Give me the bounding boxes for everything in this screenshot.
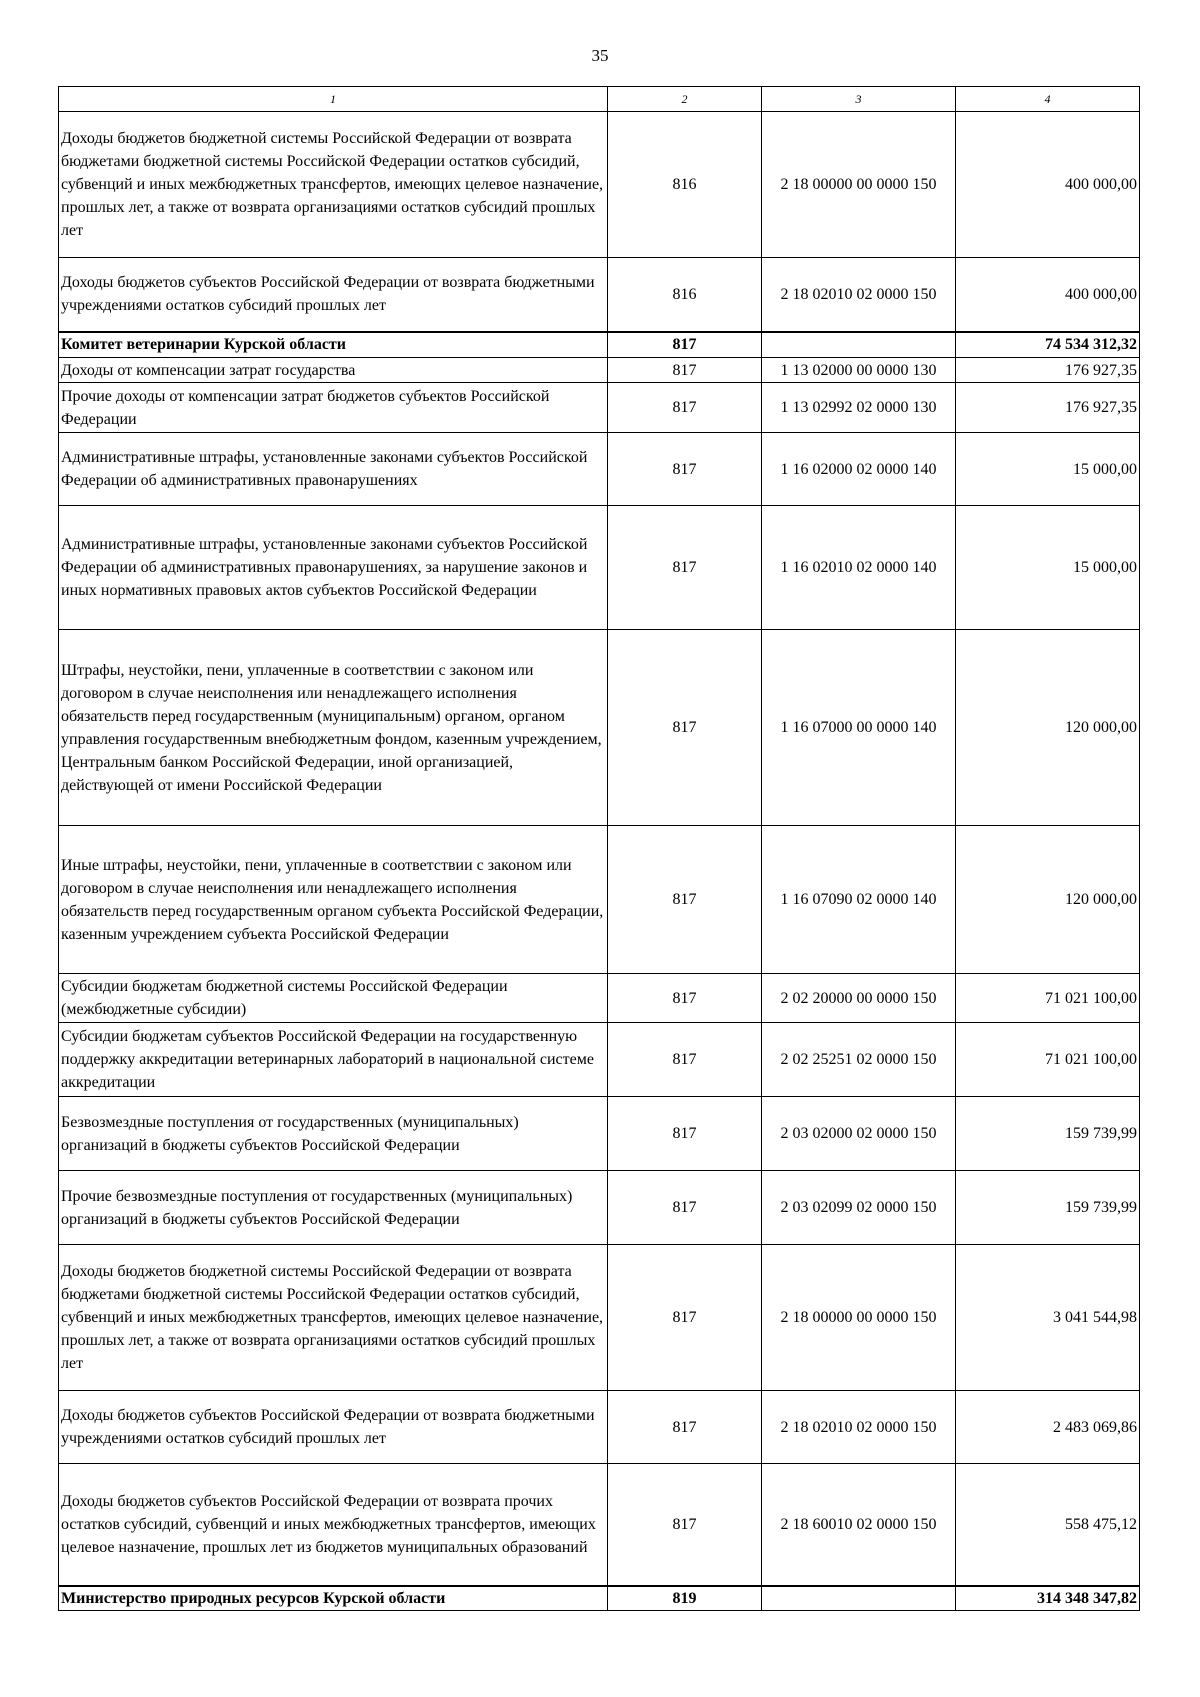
table-row [59, 258, 1140, 332]
table-row [59, 826, 1140, 974]
row-amount: 74 534 312,32 [956, 332, 1140, 358]
row-kbk-code: 2 18 02010 02 0000 150 [762, 258, 956, 332]
row-amount: 400 000,00 [956, 112, 1140, 258]
row-amount: 15 000,00 [956, 433, 1140, 506]
column-number: 1 [59, 87, 608, 112]
row-admin-code: 817 [608, 383, 762, 433]
row-description: Субсидии бюджетам бюджетной системы Российской Федерации (межбюджетные субсидии) [59, 974, 608, 1023]
row-admin-code: 817 [608, 630, 762, 826]
row-kbk-code: 1 16 02000 02 0000 140 [762, 433, 956, 506]
row-description: Комитет ветеринарии Курской области [59, 332, 608, 358]
row-amount: 314 348 347,82 [956, 1586, 1140, 1611]
row-kbk-code: 2 18 60010 02 0000 150 [762, 1464, 956, 1586]
column-number: 4 [956, 87, 1140, 112]
row-admin-code: 817 [608, 506, 762, 630]
table-row [59, 383, 1140, 433]
row-admin-code: 817 [608, 1245, 762, 1391]
table-row [59, 630, 1140, 826]
row-description: Безвозмездные поступления от государственных (муниципальных) организаций в бюджеты субъектов Российской Федерации [59, 1097, 608, 1171]
row-description: Субсидии бюджетам субъектов Российской Федерации на государственную поддержку аккредитации ветеринарных лабораторий в национальной системе аккредитации [59, 1023, 608, 1097]
table-row [59, 1464, 1140, 1586]
row-amount: 120 000,00 [956, 630, 1140, 826]
row-description: Доходы бюджетов субъектов Российской Федерации от возврата бюджетными учреждениями остатков субсидий прошлых лет [59, 1391, 608, 1464]
row-amount: 71 021 100,00 [956, 974, 1140, 1023]
row-kbk-code: 1 13 02992 02 0000 130 [762, 383, 956, 433]
table-row-department [59, 332, 1140, 358]
table-row [59, 974, 1140, 1023]
row-admin-code: 817 [608, 1464, 762, 1586]
row-amount: 120 000,00 [956, 826, 1140, 974]
row-amount: 400 000,00 [956, 258, 1140, 332]
row-amount: 176 927,35 [956, 358, 1140, 383]
row-kbk-code: 2 03 02000 02 0000 150 [762, 1097, 956, 1171]
row-admin-code: 816 [608, 112, 762, 258]
row-admin-code: 817 [608, 1171, 762, 1245]
column-number: 2 [608, 87, 762, 112]
row-description: Прочие доходы от компенсации затрат бюджетов субъектов Российской Федерации [59, 383, 608, 433]
row-kbk-code: 2 18 00000 00 0000 150 [762, 112, 956, 258]
row-kbk-code: 2 18 00000 00 0000 150 [762, 1245, 956, 1391]
row-amount: 558 475,12 [956, 1464, 1140, 1586]
page-number: 35 [591, 46, 609, 65]
row-admin-code: 817 [608, 433, 762, 506]
row-kbk-code: 2 02 20000 00 0000 150 [762, 974, 956, 1023]
column-number: 3 [762, 87, 956, 112]
table-row [59, 1245, 1140, 1391]
row-amount: 3 041 544,98 [956, 1245, 1140, 1391]
table-row [59, 1171, 1140, 1245]
row-admin-code: 817 [608, 358, 762, 383]
table-row [59, 112, 1140, 258]
row-admin-code: 817 [608, 1023, 762, 1097]
row-admin-code: 817 [608, 332, 762, 358]
row-admin-code: 817 [608, 974, 762, 1023]
row-admin-code: 816 [608, 258, 762, 332]
row-amount: 176 927,35 [956, 383, 1140, 433]
row-kbk-code: 1 13 02000 00 0000 130 [762, 358, 956, 383]
row-description: Доходы от компенсации затрат государства [59, 358, 608, 383]
row-amount: 159 739,99 [956, 1097, 1140, 1171]
table-row [59, 433, 1140, 506]
table-row [59, 1391, 1140, 1464]
row-admin-code: 819 [608, 1586, 762, 1611]
row-description: Иные штрафы, неустойки, пени, уплаченные в соответствии с законом или договором в случае неисполнения или ненадлежащего исполнения обязательств перед государственным органом субъекта Российской Федерации, казенным учреждением субъекта Российской Федерации [59, 826, 608, 974]
row-admin-code: 817 [608, 826, 762, 974]
row-description: Министерство природных ресурсов Курской области [59, 1586, 608, 1611]
row-description: Штрафы, неустойки, пени, уплаченные в соответствии с законом или договором в случае неисполнения или ненадлежащего исполнения обязательств перед государственным (муниципальным) органом, органом управления государственным внебюджетным фондом, казенным учреждением, Центральным банком Российской Федерации, иной организацией, действующей от имени Российской Федерации [59, 630, 608, 826]
row-description: Доходы бюджетов субъектов Российской Федерации от возврата бюджетными учреждениями остатков субсидий прошлых лет [59, 258, 608, 332]
row-admin-code: 817 [608, 1097, 762, 1171]
row-kbk-code: 2 02 25251 02 0000 150 [762, 1023, 956, 1097]
table-row [59, 358, 1140, 383]
table-row [59, 1023, 1140, 1097]
row-kbk-code: 1 16 07000 00 0000 140 [762, 630, 956, 826]
row-description: Административные штрафы, установленные законами субъектов Российской Федерации об административных правонарушениях [59, 433, 608, 506]
row-kbk-code: 1 16 07090 02 0000 140 [762, 826, 956, 974]
row-amount: 71 021 100,00 [956, 1023, 1140, 1097]
row-description: Административные штрафы, установленные законами субъектов Российской Федерации об административных правонарушениях, за нарушение законов и иных нормативных правовых актов субъектов Российской Федерации [59, 506, 608, 630]
row-kbk-code: 2 03 02099 02 0000 150 [762, 1171, 956, 1245]
row-amount: 159 739,99 [956, 1171, 1140, 1245]
row-kbk-code: 1 16 02010 02 0000 140 [762, 506, 956, 630]
row-amount: 15 000,00 [956, 506, 1140, 630]
row-description: Доходы бюджетов бюджетной системы Российской Федерации от возврата бюджетами бюджетной системы Российской Федерации остатков субсидий, субвенций и иных межбюджетных трансфертов, имеющих целевое назначение, прошлых лет, а также от возврата организациями остатков субсидий прошлых лет [59, 1245, 608, 1391]
table-row-department [59, 1586, 1140, 1611]
table-row [59, 1097, 1140, 1171]
row-amount: 2 483 069,86 [956, 1391, 1140, 1464]
row-kbk-code [762, 1586, 956, 1611]
row-admin-code: 817 [608, 1391, 762, 1464]
row-description: Доходы бюджетов бюджетной системы Российской Федерации от возврата бюджетами бюджетной системы Российской Федерации остатков субсидий, субвенций и иных межбюджетных трансфертов, имеющих целевое назначение, прошлых лет, а также от возврата организациями остатков субсидий прошлых лет [59, 112, 608, 258]
table-row [59, 506, 1140, 630]
row-description: Доходы бюджетов субъектов Российской Федерации от возврата прочих остатков субсидий, субвенций и иных межбюджетных трансфертов, имеющих целевое назначение, прошлых лет из бюджетов муниципальных образований [59, 1464, 608, 1586]
budget-table [58, 86, 1140, 1611]
row-kbk-code [762, 332, 956, 358]
row-kbk-code: 2 18 02010 02 0000 150 [762, 1391, 956, 1464]
column-number-row [59, 87, 1140, 112]
row-description: Прочие безвозмездные поступления от государственных (муниципальных) организаций в бюджеты субъектов Российской Федерации [59, 1171, 608, 1245]
